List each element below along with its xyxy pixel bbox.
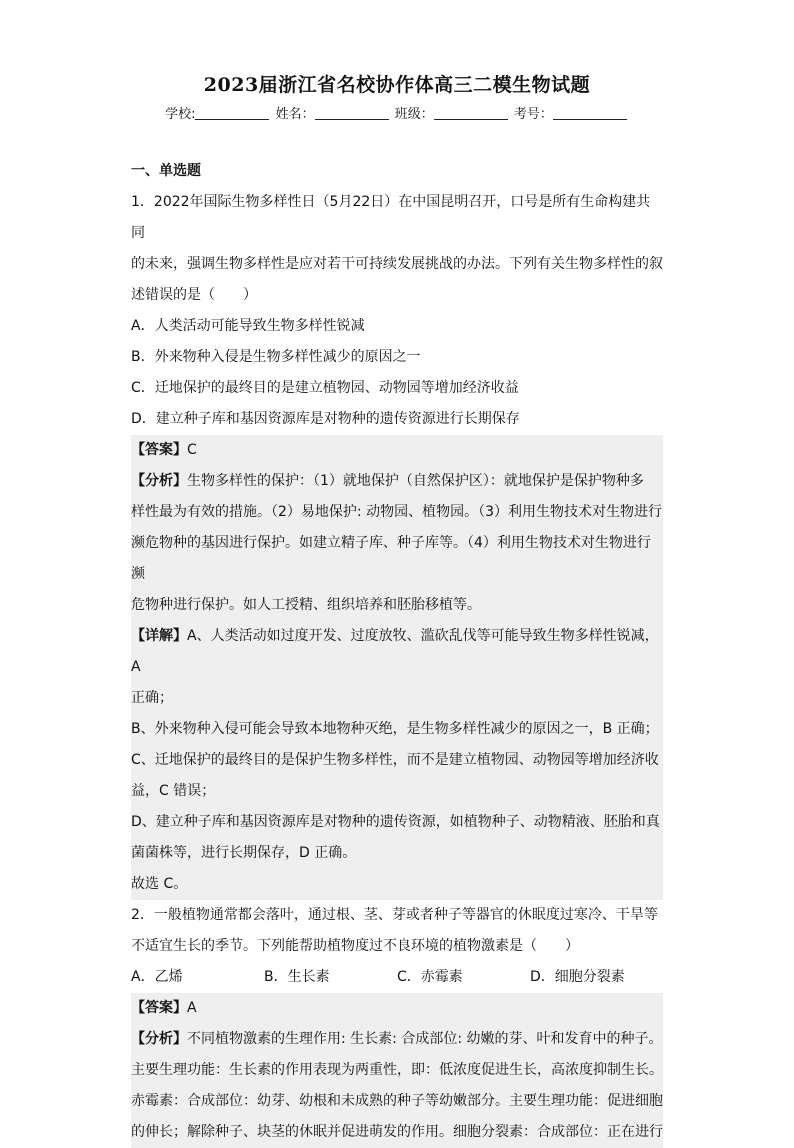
answer-label: 【答案】 — [131, 1000, 187, 1016]
q1-solution-block — [131, 435, 663, 900]
question-1 — [131, 187, 663, 900]
section-title: 一、单选题 — [131, 163, 201, 179]
exam-number-blank[interactable] — [553, 105, 627, 120]
answer-value: A — [187, 1000, 197, 1016]
q2-stem-line: 不适宜生长的季节。下列能帮助植物度过不良环境的植物激素是（ ） — [131, 938, 579, 954]
q1-detail-line: 益，C 错误； — [131, 783, 216, 799]
q1-stem-line: 的未来，强调生物多样性是应对若干可持续发展挑战的办法。下列有关生物多样性的叙 — [131, 256, 663, 272]
page-title: 2023届浙江省名校协作体高三二模生物试题 — [203, 74, 591, 96]
q2-option-a: A．乙烯 — [131, 969, 183, 985]
school-label: 学校: — [165, 107, 196, 122]
q2-option-b: B．生长素 — [264, 969, 330, 985]
q1-stem-line: 1．2022年国际生物多样性日（5月22日）在中国昆明召开，口号是所有生命构建共同 — [131, 194, 651, 241]
q1-detail-line: C、迁地保护的最终目的是保护生物多样性，而不是建立植物园、动物园等增加经济收 — [131, 752, 659, 768]
q2-analysis-line: 的伸长；解除种子、块茎的休眠并促进萌发的作用。细胞分裂素：合成部位：正在进行 — [131, 1124, 663, 1140]
answer-value: C — [187, 442, 197, 458]
q1-detail-line — [131, 621, 663, 683]
q2-option-d: D．细胞分裂素 — [530, 969, 625, 985]
q1-option-c: C．迁地保护的最终目的是建立植物园、动物园等增加经济收益 — [131, 380, 519, 396]
analysis-label: 【分析】 — [131, 1031, 187, 1047]
q2-stem-line: 2．一般植物通常都会落叶，通过根、茎、芽或者种子等器官的休眠度过寒冷、干旱等 — [131, 907, 658, 923]
student-info-line — [0, 103, 794, 122]
q2-solution-block — [131, 993, 663, 1148]
q2-analysis-line: 赤霉素：合成部位：幼芽、幼根和未成熟的种子等幼嫩部分。主要生理功能：促进细胞 — [131, 1093, 663, 1109]
name-label: 姓名： — [275, 107, 315, 122]
name-blank[interactable] — [315, 105, 389, 120]
q1-option-d: D．建立种子库和基因资源库是对物种的遗传资源进行长期保存 — [131, 411, 520, 427]
q1-option-b: B．外来物种入侵是生物多样性减少的原因之一 — [131, 349, 421, 365]
q2-option-c: C．赤霉素 — [397, 969, 463, 985]
q1-analysis-line: 危物种进行保护。如人工授精、组织培养和胚胎移植等。 — [131, 597, 481, 613]
analysis-label: 【分析】 — [131, 473, 187, 489]
q1-detail-line: 故选 C。 — [131, 876, 188, 892]
q1-option-a: A．人类活动可能导致生物多样性锐减 — [131, 318, 365, 334]
q1-analysis-line — [131, 466, 663, 497]
class-blank[interactable] — [434, 105, 508, 120]
q1-detail-line: 正确； — [131, 690, 173, 706]
q1-analysis-line: 濒危物种的基因进行保护。如建立精子库、种子库等。（4）利用生物技术对生物进行濒 — [131, 535, 651, 582]
analysis-text: 生物多样性的保护：（1）就地保护（自然保护区）：就地保护是保护物种多 — [187, 473, 644, 489]
q2-analysis-line: 主要生理功能：生长素的作用表现为两重性，即：低浓度促进生长，高浓度抑制生长。 — [131, 1062, 663, 1078]
q1-detail-line: D、建立种子库和基因资源库是对物种的遗传资源，如植物种子、动物精液、胚胎和真 — [131, 814, 660, 830]
answer-label: 【答案】 — [131, 442, 187, 458]
q1-answer — [131, 435, 663, 466]
analysis-text: 不同植物激素的生理作用: 生长素: 合成部位: 幼嫩的芽、叶和发育中的种子。 — [187, 1031, 663, 1047]
q1-detail-line: 菌菌株等，进行长期保存，D 正确。 — [131, 845, 357, 861]
school-blank[interactable] — [195, 105, 269, 120]
q1-stem-line: 述错误的是（ ） — [131, 287, 257, 303]
q2-analysis-line — [131, 1024, 663, 1055]
class-label: 班级： — [394, 107, 434, 122]
question-2 — [131, 900, 663, 1148]
detail-label: 【详解】 — [131, 628, 187, 644]
q1-detail-line: B、外来物种入侵可能会导致本地物种灭绝，是生物多样性减少的原因之一，B 正确； — [131, 721, 659, 737]
q1-analysis-line: 样性最为有效的措施。（2）易地保护: 动物园、植物园。（3）利用生物技术对生物进行 — [131, 504, 662, 520]
q2-options — [131, 962, 663, 993]
q2-answer — [131, 993, 663, 1024]
questions-body — [131, 187, 663, 1148]
detail-text: A、人类活动如过度开发、过度放牧、滥砍乱伐等可能导致生物多样性锐减，A — [131, 628, 659, 675]
exam-number-label: 考号： — [513, 107, 553, 122]
